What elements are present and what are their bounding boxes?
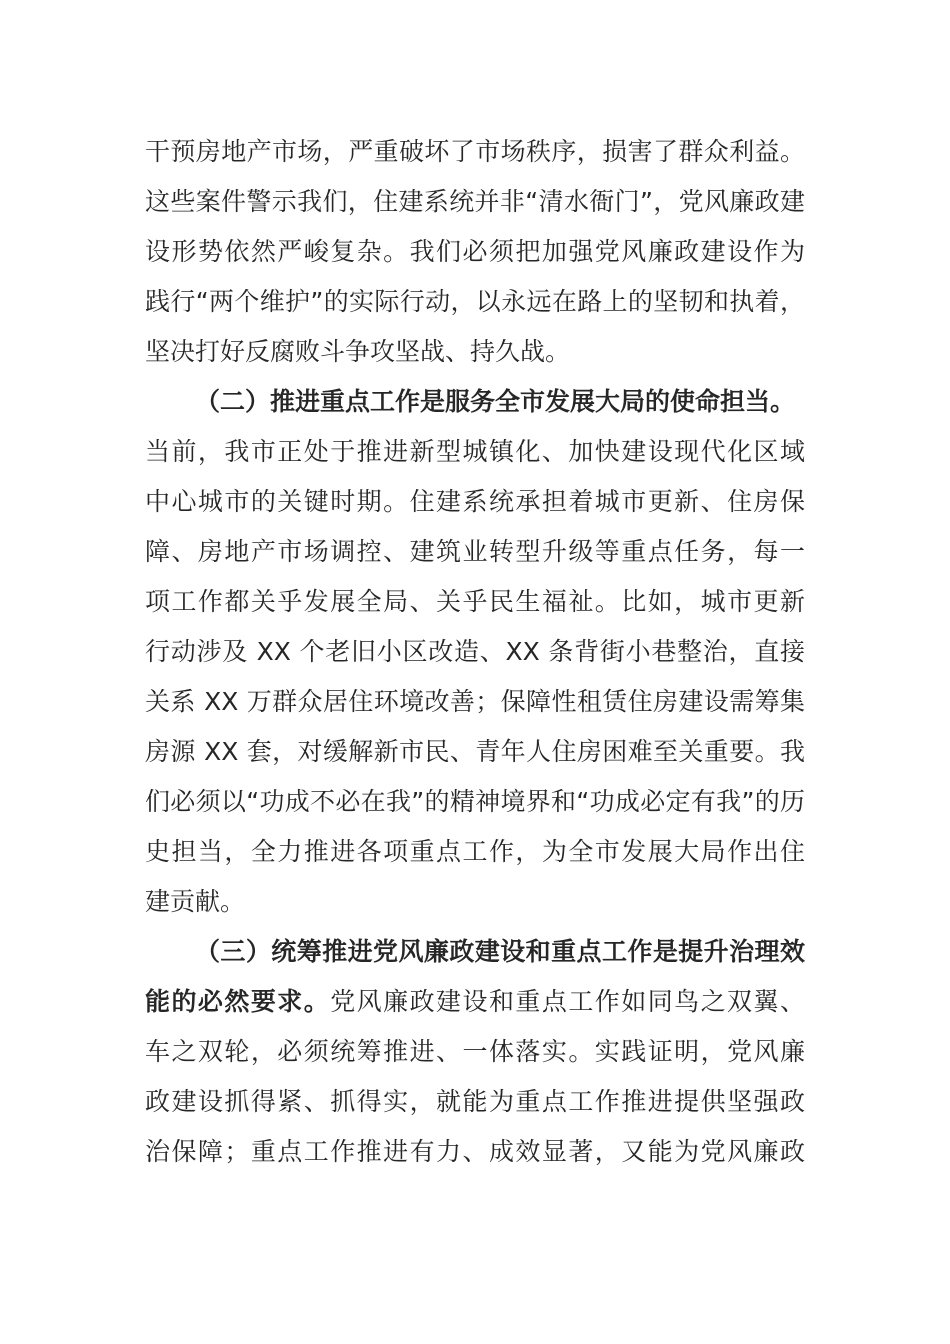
section-heading: （三）统筹推进党风廉政建设和重点工作是提升治理效: [195, 937, 805, 966]
paragraph-line: 践行“两个维护”的实际行动，以永远在路上的坚韧和执着，: [145, 287, 805, 316]
document-body: [145, 127, 805, 1177]
paragraph-line: 项工作都关乎发展全局、关乎民生福祉。比如，城市更新: [145, 587, 805, 616]
paragraph-line: 政建设抓得紧、抓得实，就能为重点工作推进提供坚强政: [145, 1087, 805, 1116]
paragraph-line: [145, 977, 805, 1027]
paragraph-text: 党风廉政建设和重点工作如同鸟之双翼、: [330, 987, 805, 1016]
paragraph-line: 房源 XX 套，对缓解新市民、青年人住房困难至关重要。我: [145, 737, 805, 766]
paragraph-line: 们必须以“功成不必在我”的精神境界和“功成必定有我”的历: [145, 787, 805, 816]
paragraph-line: 关系 XX 万群众居住环境改善；保障性租赁住房建设需筹集: [145, 687, 805, 716]
paragraph-line: 行动涉及 XX 个老旧小区改造、XX 条背街小巷整治，直接: [145, 637, 805, 666]
paragraph-line: 史担当，全力推进各项重点工作，为全市发展大局作出住: [145, 837, 805, 866]
paragraph-1: [145, 127, 805, 377]
paragraph-line: 干预房地产市场，严重破坏了市场秩序，损害了群众利益。: [145, 137, 805, 166]
paragraph-line: 中心城市的关键时期。住建系统承担着城市更新、住房保: [145, 487, 805, 516]
paragraph-2: [145, 377, 805, 927]
section-heading-continued: 能的必然要求。: [145, 987, 331, 1016]
paragraph-line: 这些案件警示我们，住建系统并非“清水衙门”，党风廉政建: [145, 187, 805, 216]
paragraph-line: 建贡献。: [145, 887, 246, 916]
paragraph-line: 障、房地产市场调控、建筑业转型升级等重点任务，每一: [145, 537, 805, 566]
paragraph-3: [145, 927, 805, 1177]
paragraph-line: 当前，我市正处于推进新型城镇化、加快建设现代化区域: [145, 437, 805, 466]
paragraph-line: 治保障；重点工作推进有力、成效显著，又能为党风廉政: [145, 1137, 805, 1166]
paragraph-line: 设形势依然严峻复杂。我们必须把加强党风廉政建设作为: [145, 237, 805, 266]
section-heading: （二）推进重点工作是服务全市发展大局的使命担当。: [195, 387, 796, 416]
paragraph-line: 车之双轮，必须统筹推进、一体落实。实践证明，党风廉: [145, 1037, 805, 1066]
paragraph-line: 坚决打好反腐败斗争攻坚战、持久战。: [145, 337, 571, 366]
